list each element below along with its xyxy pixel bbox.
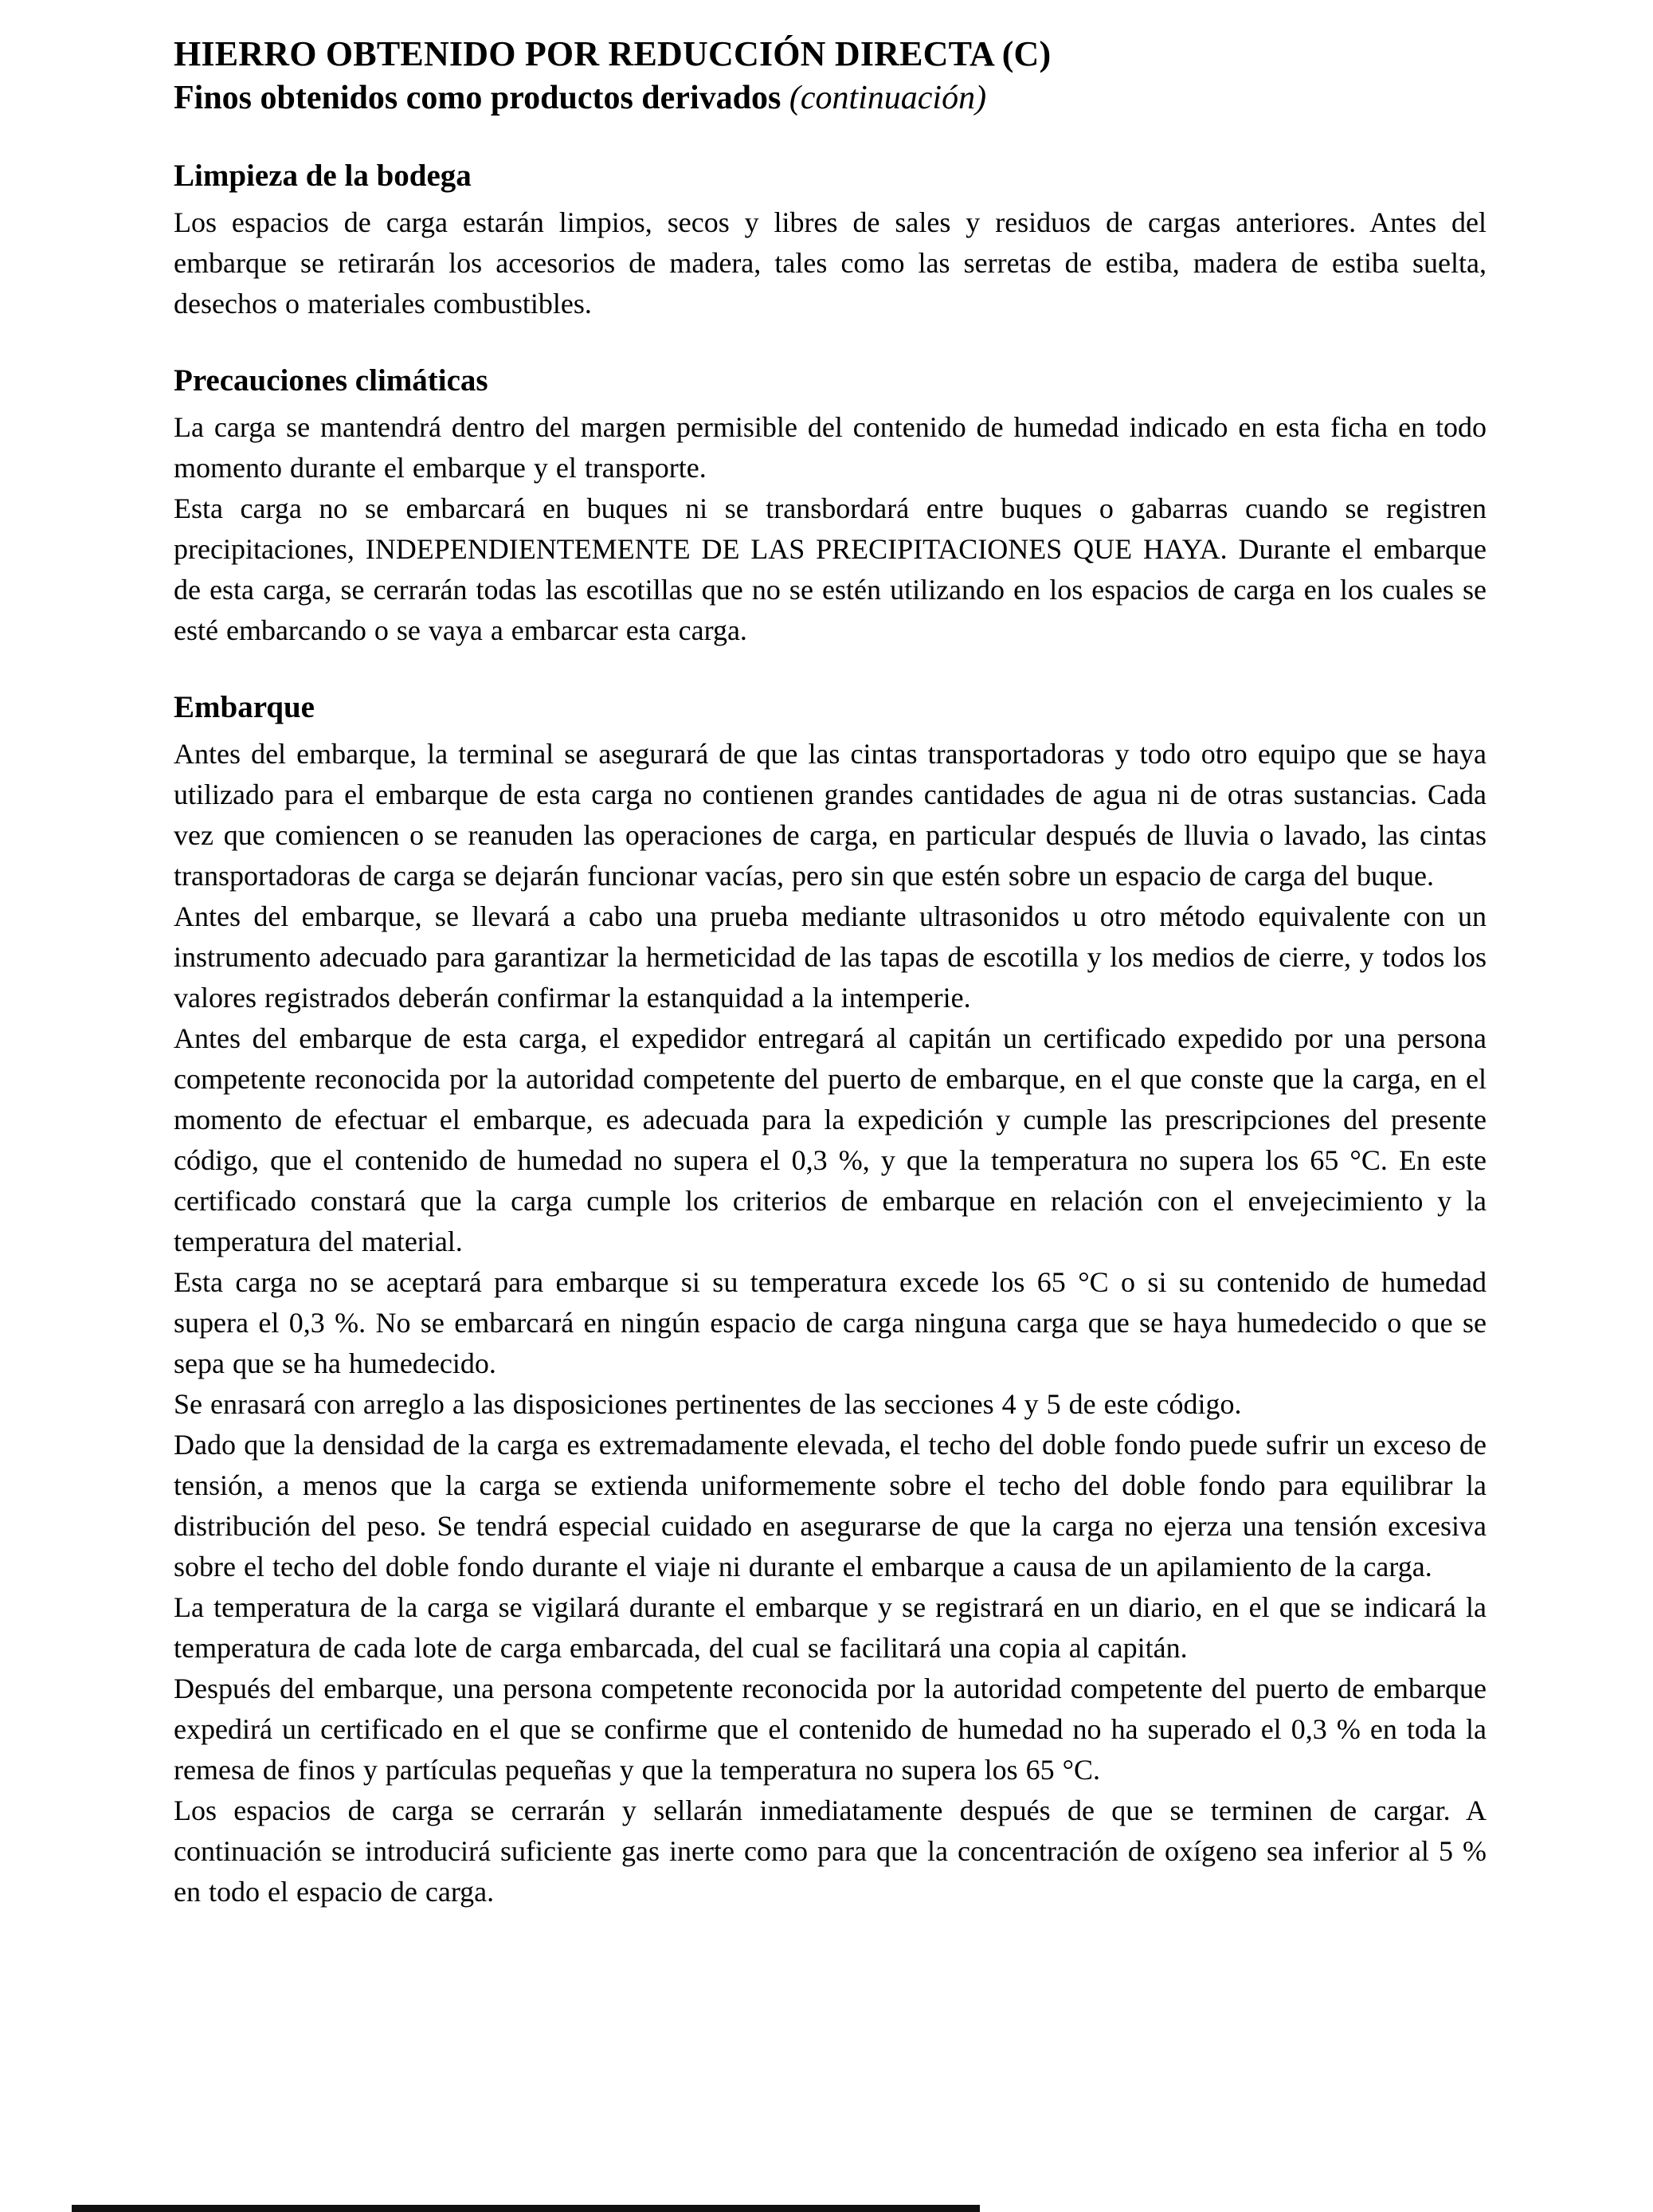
document-header	[174, 32, 1487, 120]
section-heading: Limpieza de la bodega	[174, 159, 472, 193]
paragraph: Después del embarque, una persona competente reconocida por la autoridad competente del puerto de embarque expedirá un certificado en el que se confirme que el contenido de humedad no ha superado el 0,3 % en toda la remesa de finos y partículas pequeñas y que la temperatura no supera los 65 °C.	[174, 1673, 1487, 1786]
paragraph: Dado que la densidad de la carga es extremadamente elevada, el techo del doble fondo puede sufrir un exceso de tensión, a menos que la carga se extienda uniformemente sobre el techo del doble fondo para equilibrar la distribución del peso. Se tendrá especial cuidado en asegurarse de que la carga no ejerza una tensión excesiva sobre el techo del doble fondo durante el viaje ni durante el embarque a causa de un apilamiento de la carga.	[174, 1429, 1487, 1583]
paragraph: Esta carga no se embarcará en buques ni se transbordará entre buques o gabarras cuando se registren precipitaciones, INDEPENDIENTEMENTE DE LAS PRECIPITACIONES QUE HAYA. Durante el embarque de esta carga, se cerrarán todas las escotillas que no se estén utilizando en los espacios de carga en los cuales se esté embarcando o se vaya a embarcar esta carga.	[174, 492, 1487, 646]
paragraph: Antes del embarque, se llevará a cabo una prueba mediante ultrasonidos u otro método equivalente con un instrumento adecuado para garantizar la hermeticidad de las tapas de escotilla y los medios de cierre, y todos los valores registrados deberán confirmar la estanquidad a la intemperie.	[174, 900, 1487, 1014]
paragraph: Los espacios de carga estarán limpios, secos y libres de sales y residuos de cargas anteriores. Antes del embarque se retirarán los accesorios de madera, tales como las serretas de estiba, madera de estiba suelta, desechos o materiales combustibles.	[174, 206, 1487, 320]
document-subtitle-line	[174, 76, 1487, 120]
section-heading: Embarque	[174, 690, 315, 724]
section-limpieza-de-la-bodega	[174, 156, 1487, 324]
document-content	[174, 32, 1487, 1912]
section-precauciones-climaticas	[174, 361, 1487, 651]
paragraph: Los espacios de carga se cerrarán y sellarán inmediatamente después de que se terminen de cargar. A continuación se introducirá suficiente gas inerte como para que la concentración de oxígeno sea inferior al 5 % en todo el espacio de carga.	[174, 1794, 1487, 1908]
paragraph: Se enrasará con arreglo a las disposiciones pertinentes de las secciones 4 y 5 de este código.	[174, 1388, 1242, 1420]
document-title: HIERRO OBTENIDO POR REDUCCIÓN DIRECTA (C)	[174, 34, 1052, 73]
paragraph: Antes del embarque, la terminal se asegurará de que las cintas transportadoras y todo otro equipo que se haya utilizado para el embarque de esta carga no contienen grandes cantidades de agua ni de otras sustancias. Cada vez que comiencen o se reanuden las operaciones de carga, en particular después de lluvia o lavado, las cintas transportadoras de carga se dejarán funcionar vacías, pero sin que estén sobre un espacio de carga del buque.	[174, 738, 1487, 892]
section-heading: Precauciones climáticas	[174, 363, 488, 398]
paragraph: La temperatura de la carga se vigilará durante el embarque y se registrará en un diario, en el que se indicará la temperatura de cada lote de carga embarcada, del cual se facilitará una copia al capitán.	[174, 1591, 1487, 1664]
paragraph: La carga se mantendrá dentro del margen permisible del contenido de humedad indicado en esta ficha en todo momento durante el embarque y el transporte.	[174, 411, 1487, 484]
paragraph: Esta carga no se aceptará para embarque si su temperatura excede los 65 °C o si su contenido de humedad supera el 0,3 %. No se embarcará en ningún espacio de carga ninguna carga que se haya humedecido o que se sepa que se ha humedecido.	[174, 1266, 1487, 1379]
document-subtitle: Finos obtenidos como productos derivados	[174, 80, 781, 116]
page-bottom-scan-artifact	[72, 2205, 980, 2212]
section-embarque	[174, 688, 1487, 1912]
paragraph: Antes del embarque de esta carga, el expedidor entregará al capitán un certificado expedido por una persona competente reconocida por la autoridad competente del puerto de embarque, en el que conste que la carga, en el momento de efectuar el embarque, es adecuada para la expedición y cumple las prescripciones del presente código, que el contenido de humedad no supera el 0,3 %, y que la temperatura no supera los 65 °C. En este certificado constará que la carga cumple los criterios de embarque en relación con el envejecimiento y la temperatura del material.	[174, 1022, 1487, 1257]
continuation-note: (continuación)	[789, 80, 987, 116]
